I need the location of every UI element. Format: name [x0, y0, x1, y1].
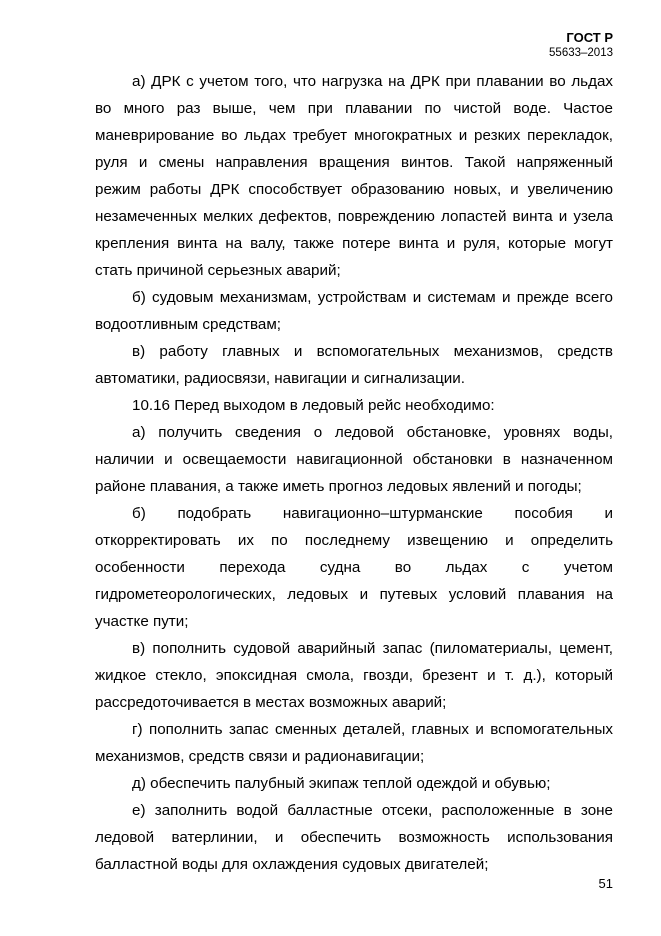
page-number: 51	[598, 876, 613, 891]
standard-label: ГОСТ Р	[566, 30, 613, 45]
paragraph-g-spare-parts: г) пополнить запас сменных деталей, главных и вспомогательных механизмов, средств связи и радионавигации;	[95, 721, 613, 765]
paragraph-a-drk: а) ДРК с учетом того, что нагрузка на ДРК при плавании во льдах во много раз выше, чем при плавании по чистой воде. Частое маневрирование во льдах требует многократных и резких перекладок, руля и смены направления вращения винтов. Такой напряженный режим работы ДРК способствует образованию новых, и увеличению незамеченных мелких дефектов, повреждению лопастей винта и узела крепления винта на валу, также потере винта и руля, которые могут стать причиной серьезных аварий;	[95, 73, 613, 279]
document-header	[549, 30, 613, 61]
document-body	[95, 68, 613, 878]
paragraph-v-emergency-stock: в) пополнить судовой аварийный запас (пиломатериалы, цемент, жидкое стекло, эпоксидная смола, гвозди, брезент и т. д.), который рассредоточивается в местах возможных аварий;	[95, 640, 613, 711]
standard-number: 55633–2013	[549, 47, 613, 59]
section-10-16-heading: 10.16 Перед выходом в ледовый рейс необходимо:	[132, 397, 495, 414]
paragraph-d-clothing: д) обеспечить палубный экипаж теплой одеждой и обувью;	[132, 775, 551, 792]
paragraph-a-ice-info: а) получить сведения о ледовой обстановке, уровнях воды, наличии и освещаемости навигационной обстановки в назначенном районе плавания, а также иметь прогноз ледовых явлений и погоды;	[95, 424, 613, 495]
paragraph-e-ballast: е) заполнить водой балластные отсеки, расположенные в зоне ледовой ватерлинии, и обеспечить возможность использования балластной воды для охлаждения судовых двигателей;	[95, 802, 613, 873]
paragraph-b-mechanisms: б) судовым механизмам, устройствам и системам и прежде всего водоотливным средствам;	[95, 289, 613, 333]
paragraph-b-navigation-aids: б) подобрать навигационно–штурманские пособия и откорректировать их по последнему извещению и определить особенности перехода судна во льдах с учетом гидрометеорологических, ледовых и путевых условий плавания на участке пути;	[95, 505, 613, 630]
paragraph-v-work: в) работу главных и вспомогательных механизмов, средств автоматики, радиосвязи, навигации и сигнализации.	[95, 343, 613, 387]
